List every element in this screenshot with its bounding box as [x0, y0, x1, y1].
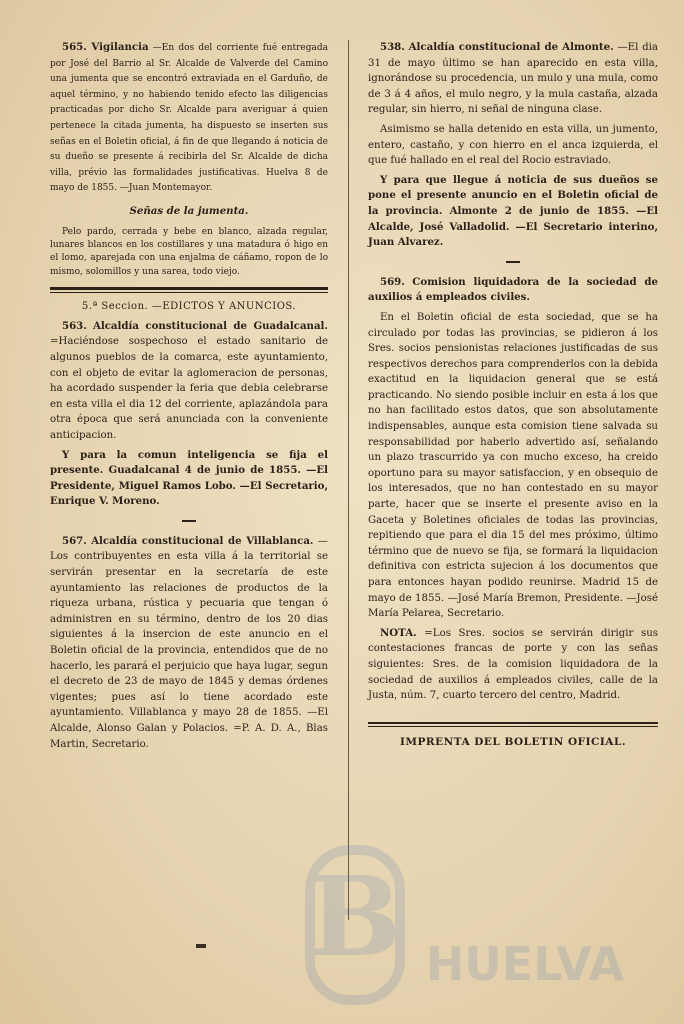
notice-text: —El dia 31 de mayo último se han aparecido en esta villa, ignorándose su procedencia, un mulo y una mula, como de 3 á 4 años, el mulo negro, y la mula castaña, alzada regular, sin hierro, ni señal de ninguna clase.	[368, 42, 659, 116]
left-column	[50, 40, 328, 756]
notice-538-para2: Asimismo se halla detenido en esta villa, un jumento, entero, castaño, y con hierro en el anca izquierda, el que fué hallado en el real del Rocio estraviado.	[368, 123, 658, 167]
notice-569-text: En el Boletin oficial de esta sociedad, que se ha circulado por todas las provincias, se pidieron á los Sres. socios pensionistas relaciones justificadas de sus respectivos derechos para comprenderlos con la debida exactitud en la liquidacion general que se está practicando. No siendo posible incluir en esta á los que no han facilitado estos datos, que son absolutamente indispensables, aunque esta comision tiene salvada su responsabilidad por haberlo advertido así, señalando un plazo trascurrido ya con mucho exceso, ha creido oportuno para su mayor satisfaccion, y en obsequio de los interesados, que no han contestado en su mayor parte, hacer que se inserte el presente aviso en la Gaceta y Boletines oficiales de todas las provincias, repitiendo que para el dia 15 del mes próximo, último término que de nuevo se fija, se formará la liquidacion definitiva con estricta sujecion á los documentos que para entonces hayan podido reunirse. Madrid 15 de mayo de 1855. —José María Bremon, Presidente. —José María Pelarea, Secretario.	[368, 311, 658, 620]
subheading-senas: Señas de la jumenta.	[129, 204, 249, 217]
nota-text: =Los Sres. socios se servirán dirigir sus contestaciones francas de porte y con las señas siguientes: Sres. de la comision liquidadora de la sociedad de auxilios á empleados civiles, calle de la Justa, núm. 7, cuarto tercero del centro, Madrid.	[368, 627, 658, 702]
notice-number: 567.	[62, 534, 87, 547]
notice-heading: Alcaldía constitucional de Almonte.	[408, 41, 614, 53]
nota-label: NOTA.	[380, 626, 417, 639]
notice-number: 563.	[62, 319, 87, 332]
notice-text: —En dos del corriente fué entregada por José del Barrio al Sr. Alcalde de Valverde del Camino una jumenta que se encontró extraviada en el Garduño, de aquel término, y no habiendo tenido efecto las diligencias practicadas por dicho Sr. Alcalde para averiguar á quien pertenece la citada jumenta, ha dispuesto se inserten sus señas en el Boletin oficial, á fin de que llegando á noticia de su dueño se presente á recibirla del Sr. Alcalde de dicha villa, prévio las formalidades justificativas. Huelva 8 de mayo de 1855. —Juan Montemayor.	[50, 43, 328, 194]
notice-heading: Alcaldía constitucional de Villablanca.	[91, 534, 314, 547]
section-rule	[50, 287, 328, 290]
notice-538	[368, 40, 658, 118]
section-title: 5.ª Seccion. —EDICTOS Y ANUNCIOS.	[81, 301, 297, 313]
separator-dash	[506, 261, 520, 263]
bottom-mark	[196, 944, 206, 948]
watermark-word: HUELVA	[425, 937, 625, 991]
right-column	[368, 40, 658, 754]
watermark-letter: B	[308, 852, 402, 981]
notice-text: =Haciéndose sospechoso el estado sanitario de algunos pueblos de la comarca, este ayuntamiento, con el objeto de evitar la aglomeracion de personas, ha acordado suspender la feria que debia celebrarse en esta villa el dia 12 del corriente, aplazándola para otra época que será anunciada con la conveniente anticipacion.	[50, 336, 328, 441]
column-divider	[348, 40, 349, 920]
separator-dash	[182, 520, 196, 522]
notice-538-signature: Y para que llegue á noticia de sus dueños se pone el presente anuncio en el Boletin oficial de la provincia. Almonte 2 de junio de 1855. —El Alcalde, José Valladolid. —El Secretario interino, Juan Alvarez.	[368, 173, 658, 249]
notice-number: 569.	[380, 275, 405, 288]
watermark-frame	[310, 850, 400, 1000]
notice-563	[50, 319, 328, 444]
notice-565	[50, 40, 328, 196]
notice-number: 565.	[62, 41, 87, 53]
section-rule-thin	[50, 292, 328, 293]
notice-heading: Alcaldía constitucional de Guadalcanal.	[92, 319, 328, 332]
watermark-stamp	[270, 830, 650, 1020]
senas-text: Pelo pardo, cerrada y bebe en blanco, alzada regular, lunares blancos en los costillares y una matadura ó higo en el lomo, aparejada con una enjalma de cáñamo, ropon de lo mismo, solomillos y una sarea, todo viejo.	[50, 226, 328, 277]
imprenta-footer: IMPRENTA DEL BOLETIN OFICIAL.	[400, 735, 626, 748]
notice-text: —Los contribuyentes en esta villa á la territorial se servirán presentar en la secretaría de este ayuntamiento las relaciones de productos de la riqueza urbana, rústica y pecuaria que tengan ó administren en su término, dentro de los 20 dias siguientes á la insercion de este anuncio en el Boletin oficial de la provincia, entendidos que de no hacerlo, les parará el perjuicio que haya lugar, segun el decreto de 23 de mayo de 1845 y demas órdenes vigentes; pues así lo tiene acordado este ayuntamiento. Villablanca y mayo 28 de 1855. —El Alcalde, Alonso Galan y Polacios. =P. A. D. A., Blas Martin, Secretario.	[50, 535, 328, 750]
notice-569	[368, 275, 658, 306]
notice-number: 538.	[380, 41, 405, 53]
notice-567	[50, 534, 328, 752]
footer-rule	[368, 722, 658, 724]
notice-heading: Vigilancia	[91, 41, 149, 53]
notice-569-nota	[368, 626, 658, 704]
notice-563-signature: Y para la comun inteligencia se fija el presente. Guadalcanal 4 de junio de 1855. —El Presidente, Miguel Ramos Lobo. —El Secretario, Enrique V. Moreno.	[50, 448, 328, 508]
footer-rule-thin	[368, 726, 658, 727]
notice-heading: Comision liquidadora de la sociedad de auxilios á empleados civiles.	[368, 275, 658, 304]
